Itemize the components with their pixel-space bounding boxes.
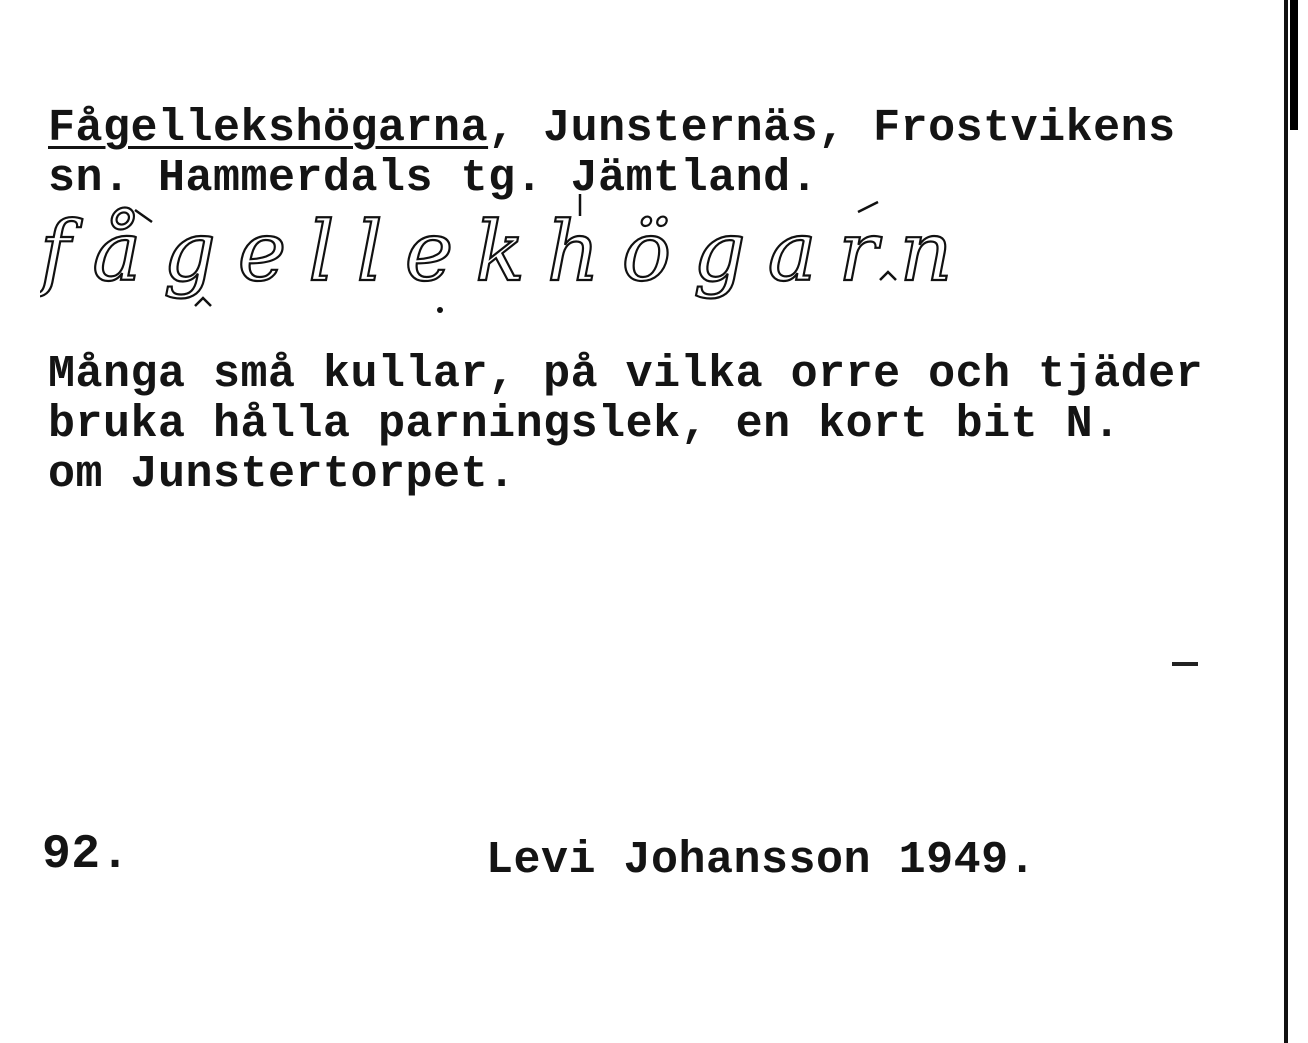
pronunciation-text: fågellekhögarn [40,205,975,300]
dot-mark [437,307,443,313]
place-name: Fågellekshögarna [48,103,489,154]
card-number: 92. [42,828,130,882]
description-line-2: bruka hålla parningslek, en kort bit N. [48,399,1121,450]
card-edge-line-top [1290,0,1298,130]
stray-ink-mark [1172,662,1198,666]
heading-line-2: sn. Hammerdals tg. Jämtland. [48,153,819,204]
card-footer [0,830,1200,890]
description-line-1: Många små kullar, på vilka orre och tjäder [48,349,1204,400]
collector-signature: Levi Johansson 1949. [486,835,1037,886]
heading-line-1 [48,104,1176,154]
description-block [48,350,1203,500]
card-edge-line [1284,0,1288,1043]
handwritten-pronunciation [40,188,1200,328]
heading-location: , Junsternäs, Frostvikens [488,103,1176,154]
description-line-3: om Junstertorpet. [48,449,516,500]
